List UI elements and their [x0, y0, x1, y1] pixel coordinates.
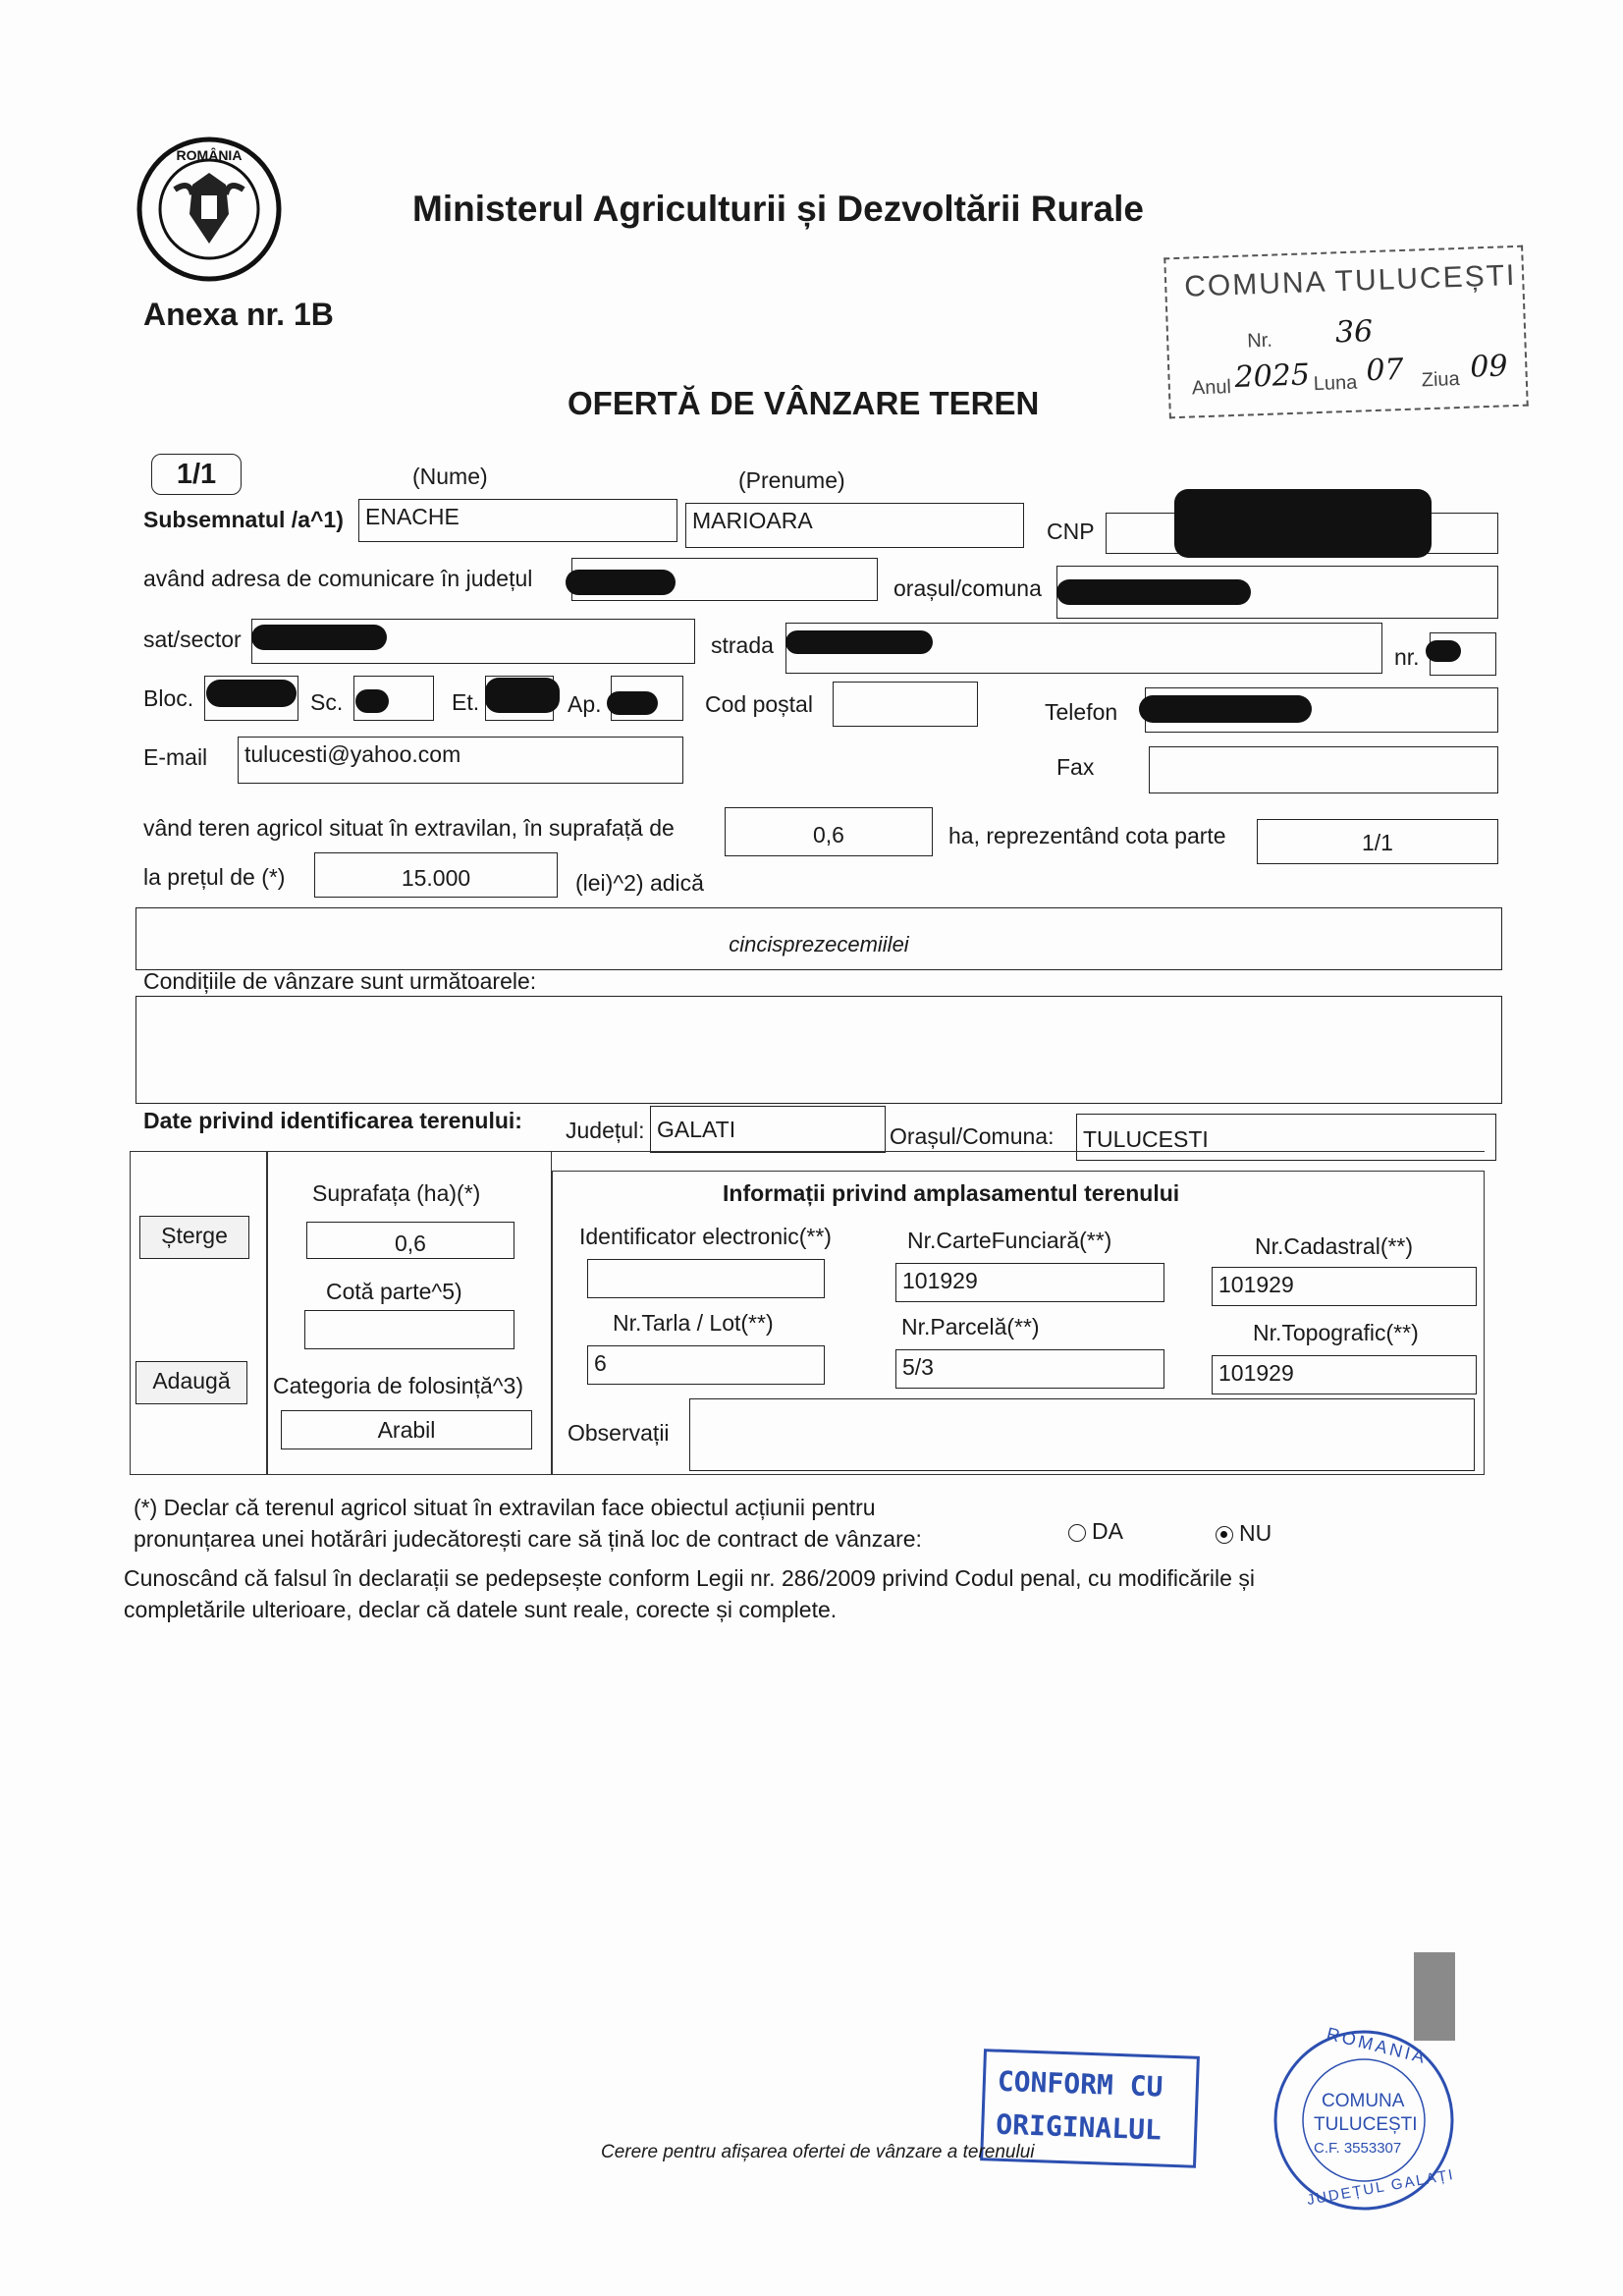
fax-field[interactable] — [1149, 746, 1498, 793]
conditii-label: Condițiile de vânzare sunt următoarele: — [143, 968, 537, 994]
ministry-logo — [135, 136, 283, 283]
land-suprafata-label: Suprafața (ha)(*) — [312, 1180, 481, 1206]
ap-redaction — [607, 691, 658, 715]
fax-label: Fax — [1056, 754, 1095, 780]
conform-line2: ORIGINALUL — [995, 2107, 1163, 2147]
stamp-day-label: Ziua — [1421, 367, 1461, 392]
pret-field[interactable]: 15.000 — [314, 852, 558, 898]
penal-line1: Cunoscând că falsul în declarații se pedepsește conform Legii nr. 286/2009 privind Codul penal, cu modificările și — [124, 1565, 1255, 1591]
subsemnatul-label: Subsemnatul /a^1) — [143, 507, 344, 532]
annex-number: Anexa nr. 1B — [143, 297, 334, 332]
id-electronic-label: Identificator electronic(**) — [579, 1224, 832, 1249]
adresa-label: având adresa de comunicare în județul — [143, 566, 533, 591]
radio-da-circle[interactable] — [1068, 1524, 1086, 1542]
stamp-nr-value: 36 — [1334, 314, 1374, 351]
sc-label: Sc. — [310, 689, 344, 715]
vand-label: vând teren agricol situat în extravilan, în suprafață de — [143, 815, 675, 841]
pret-label: la prețul de (*) — [143, 864, 286, 890]
declaration-line2: pronunțarea unei hotărâri judecătorești care să țină loc de contract de vânzare: — [134, 1526, 922, 1552]
sc-redaction — [355, 689, 389, 713]
cod-postal-field[interactable] — [833, 682, 978, 727]
stamp-year-value: 2025 — [1233, 357, 1311, 395]
land-actions-column — [130, 1151, 267, 1475]
footer-caption: Cerere pentru afișarea ofertei de vânzare a terenului — [601, 2142, 1035, 2162]
telefon-redaction — [1139, 695, 1312, 723]
cota-field[interactable]: 1/1 — [1257, 819, 1498, 864]
judet-redaction — [566, 570, 676, 595]
id-electronic-field[interactable] — [587, 1259, 825, 1298]
strada-redaction — [785, 630, 933, 654]
radio-nu[interactable] — [1216, 1520, 1271, 1547]
nume-header: (Nume) — [412, 464, 488, 489]
radio-da[interactable] — [1068, 1518, 1123, 1545]
cnp-redaction — [1174, 489, 1432, 558]
topografic-field[interactable]: 101929 — [1212, 1355, 1477, 1394]
stamp-year-label: Anul — [1191, 376, 1232, 400]
topografic-label: Nr.Topografic(**) — [1253, 1320, 1419, 1345]
registration-stamp — [1163, 246, 1529, 419]
land-section-label: Date privind identificarea terenului: — [143, 1108, 522, 1133]
adauga-button[interactable]: Adaugă — [135, 1361, 247, 1404]
conform-line1: CONFORM CU — [997, 2064, 1163, 2104]
land-categorie-field[interactable]: Arabil — [281, 1410, 532, 1449]
seal-county: JUDEȚUL GALAȚI — [1305, 2165, 1456, 2210]
stamp-day-value: 09 — [1469, 349, 1509, 385]
seal-line2: TULUCEȘTI — [1314, 2114, 1418, 2135]
ap-label: Ap. — [568, 691, 602, 717]
land-judet-label: Județul: — [566, 1118, 645, 1143]
radio-nu-circle[interactable] — [1216, 1526, 1233, 1544]
form-title: OFERTĂ DE VÂNZARE TEREN — [568, 385, 1040, 421]
tarla-label: Nr.Tarla / Lot(**) — [613, 1310, 774, 1336]
land-cota-field[interactable] — [304, 1310, 514, 1349]
observatii-label: Observații — [568, 1420, 670, 1446]
land-cota-label: Cotă parte^5) — [326, 1279, 462, 1304]
seal-country: ROMANIA — [1325, 2023, 1430, 2068]
land-info-title: Informații privind amplasamentul terenului — [723, 1180, 1180, 1206]
land-judet-field[interactable]: GALATI — [650, 1106, 886, 1153]
cnp-label: CNP — [1047, 519, 1095, 544]
tarla-field[interactable]: 6 — [587, 1345, 825, 1385]
stamp-month-value: 07 — [1365, 352, 1405, 389]
ministry-name: Ministerul Agriculturii și Dezvoltării Rurale — [412, 189, 1144, 229]
conditii-field[interactable] — [135, 996, 1502, 1104]
cadastral-label: Nr.Cadastral(**) — [1255, 1233, 1414, 1259]
carte-label: Nr.CarteFunciară(**) — [907, 1228, 1112, 1253]
land-oras-label: Orașul/Comuna: — [890, 1123, 1055, 1149]
pret-litere-field[interactable]: cincisprezecemiilei — [135, 907, 1502, 970]
bloc-label: Bloc. — [143, 685, 194, 711]
cadastral-field[interactable]: 101929 — [1212, 1267, 1477, 1306]
stamp-nr-label: Nr. — [1246, 329, 1273, 353]
radio-da-label: DA — [1092, 1518, 1123, 1544]
oras-label: orașul/comuna — [893, 575, 1042, 601]
page-counter: 1/1 — [151, 454, 242, 495]
parcela-field[interactable]: 5/3 — [895, 1349, 1164, 1389]
sat-redaction — [251, 625, 387, 650]
observatii-field[interactable] — [689, 1398, 1475, 1471]
seal-cf: C.F. 3553307 — [1314, 2140, 1402, 2157]
suprafata-field[interactable]: 0,6 — [725, 807, 933, 856]
prenume-field[interactable]: MARIOARA — [685, 503, 1024, 548]
declaration-line1: (*) Declar că terenul agricol situat în extravilan face obiectul acțiunii pentru — [134, 1495, 876, 1520]
carte-field[interactable]: 101929 — [895, 1263, 1164, 1302]
sterge-button[interactable]: Șterge — [139, 1216, 249, 1259]
land-suprafata-field[interactable]: 0,6 — [306, 1222, 514, 1259]
stamp-institution: COMUNA TULUCEȘTI — [1183, 258, 1517, 303]
sat-label: sat/sector — [143, 627, 242, 652]
et-label: Et. — [452, 689, 480, 715]
stamp-month-label: Luna — [1313, 371, 1358, 396]
penal-line2: completările ulterioare, declar că datele sunt reale, corecte și complete. — [124, 1597, 838, 1622]
prenume-header: (Prenume) — [738, 467, 845, 493]
telefon-label: Telefon — [1045, 699, 1118, 725]
oras-redaction — [1056, 579, 1251, 605]
nr-label: nr. — [1394, 644, 1420, 670]
nume-field[interactable]: ENACHE — [358, 499, 677, 542]
land-categorie-label: Categoria de folosință^3) — [273, 1373, 523, 1398]
commune-seal — [1271, 2023, 1457, 2214]
bloc-redaction — [206, 680, 297, 707]
parcela-label: Nr.Parcelă(**) — [901, 1314, 1040, 1339]
lei-label: (lei)^2) adică — [575, 870, 704, 896]
email-label: E-mail — [143, 744, 208, 770]
ha-label: ha, reprezentând cota parte — [948, 823, 1226, 848]
radio-nu-label: NU — [1239, 1520, 1272, 1546]
et-redaction — [485, 678, 560, 713]
nr-redaction — [1426, 640, 1461, 662]
svg-text:ROMÂNIA: ROMÂNIA — [176, 147, 243, 163]
email-field[interactable]: tulucesti@yahoo.com — [238, 737, 683, 784]
land-oras-field[interactable]: TULUCESTI — [1076, 1114, 1496, 1161]
seal-line1: COMUNA — [1322, 2091, 1405, 2111]
strada-label: strada — [711, 632, 774, 658]
cod-postal-label: Cod poștal — [705, 691, 813, 717]
